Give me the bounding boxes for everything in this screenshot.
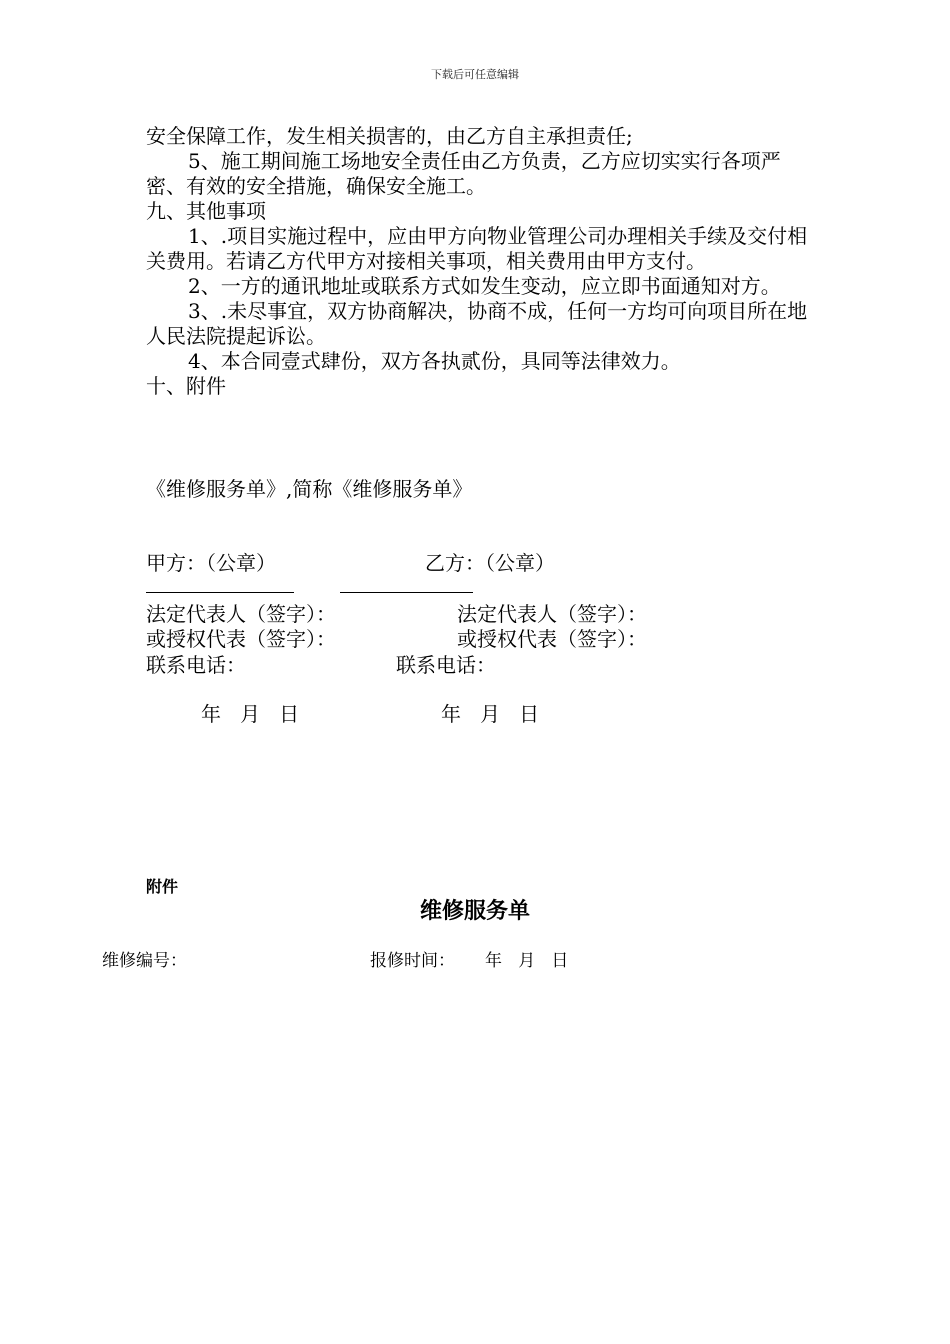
party-a-authorized-rep: 或授权代表（签字）： [146, 627, 336, 651]
paragraph: 2、一方的通讯地址或联系方式如发生变动，应立即书面通知对方。 [188, 274, 781, 298]
paragraph: 1、.项目实施过程中，应由甲方向物业管理公司办理相关手续及交付相关费用。若请乙方代甲方对接相关事项，相关费用由甲方支付。 [146, 224, 808, 273]
party-b-seal: 乙方：（公章） [425, 551, 555, 575]
party-a-date: 年 月 日 [201, 702, 300, 726]
party-b-phone: 联系电话： [396, 653, 496, 677]
section-heading: 十、附件 [146, 374, 226, 398]
party-a-legal-rep: 法定代表人（签字）： [146, 602, 336, 626]
section-heading: 九、其他事项 [146, 199, 266, 223]
header-note: 下载后可任意编辑 [431, 68, 519, 81]
party-b-authorized-rep: 或授权代表（签字）： [457, 627, 647, 651]
annex-title: 维修服务单 [419, 899, 530, 924]
contract-body [146, 124, 808, 399]
paragraph: 4、本合同壹式肆份，双方各执贰份，具同等法律效力。 [188, 349, 681, 373]
paragraph: 3、.未尽事宜，双方协商解决，协商不成，任何一方均可向项目所在地人民法院提起诉讼。 [146, 299, 808, 348]
repair-number-label: 维修编号： [102, 951, 187, 971]
party-b-date: 年 月 日 [441, 702, 540, 726]
party-a-signature-line [146, 592, 294, 593]
party-a-seal: 甲方：（公章） [146, 551, 276, 575]
paragraph: 安全保障工作，发生相关损害的，由乙方自主承担责任; [146, 124, 633, 148]
repair-time-date: 年 月 日 [485, 951, 569, 971]
paragraph: 5、施工期间施工场地安全责任由乙方负责，乙方应切实实行各项严密、有效的安全措施，确保安全施工。 [146, 149, 781, 198]
repair-time-label: 报修时间： [370, 951, 455, 971]
annex-reference: 《维修服务单》,简称《维修服务单》 [146, 477, 473, 501]
annex-label: 附件 [146, 877, 179, 896]
party-b-signature-line [340, 592, 473, 593]
party-b-legal-rep: 法定代表人（签字）： [457, 602, 647, 626]
party-a-phone: 联系电话： [146, 653, 246, 677]
